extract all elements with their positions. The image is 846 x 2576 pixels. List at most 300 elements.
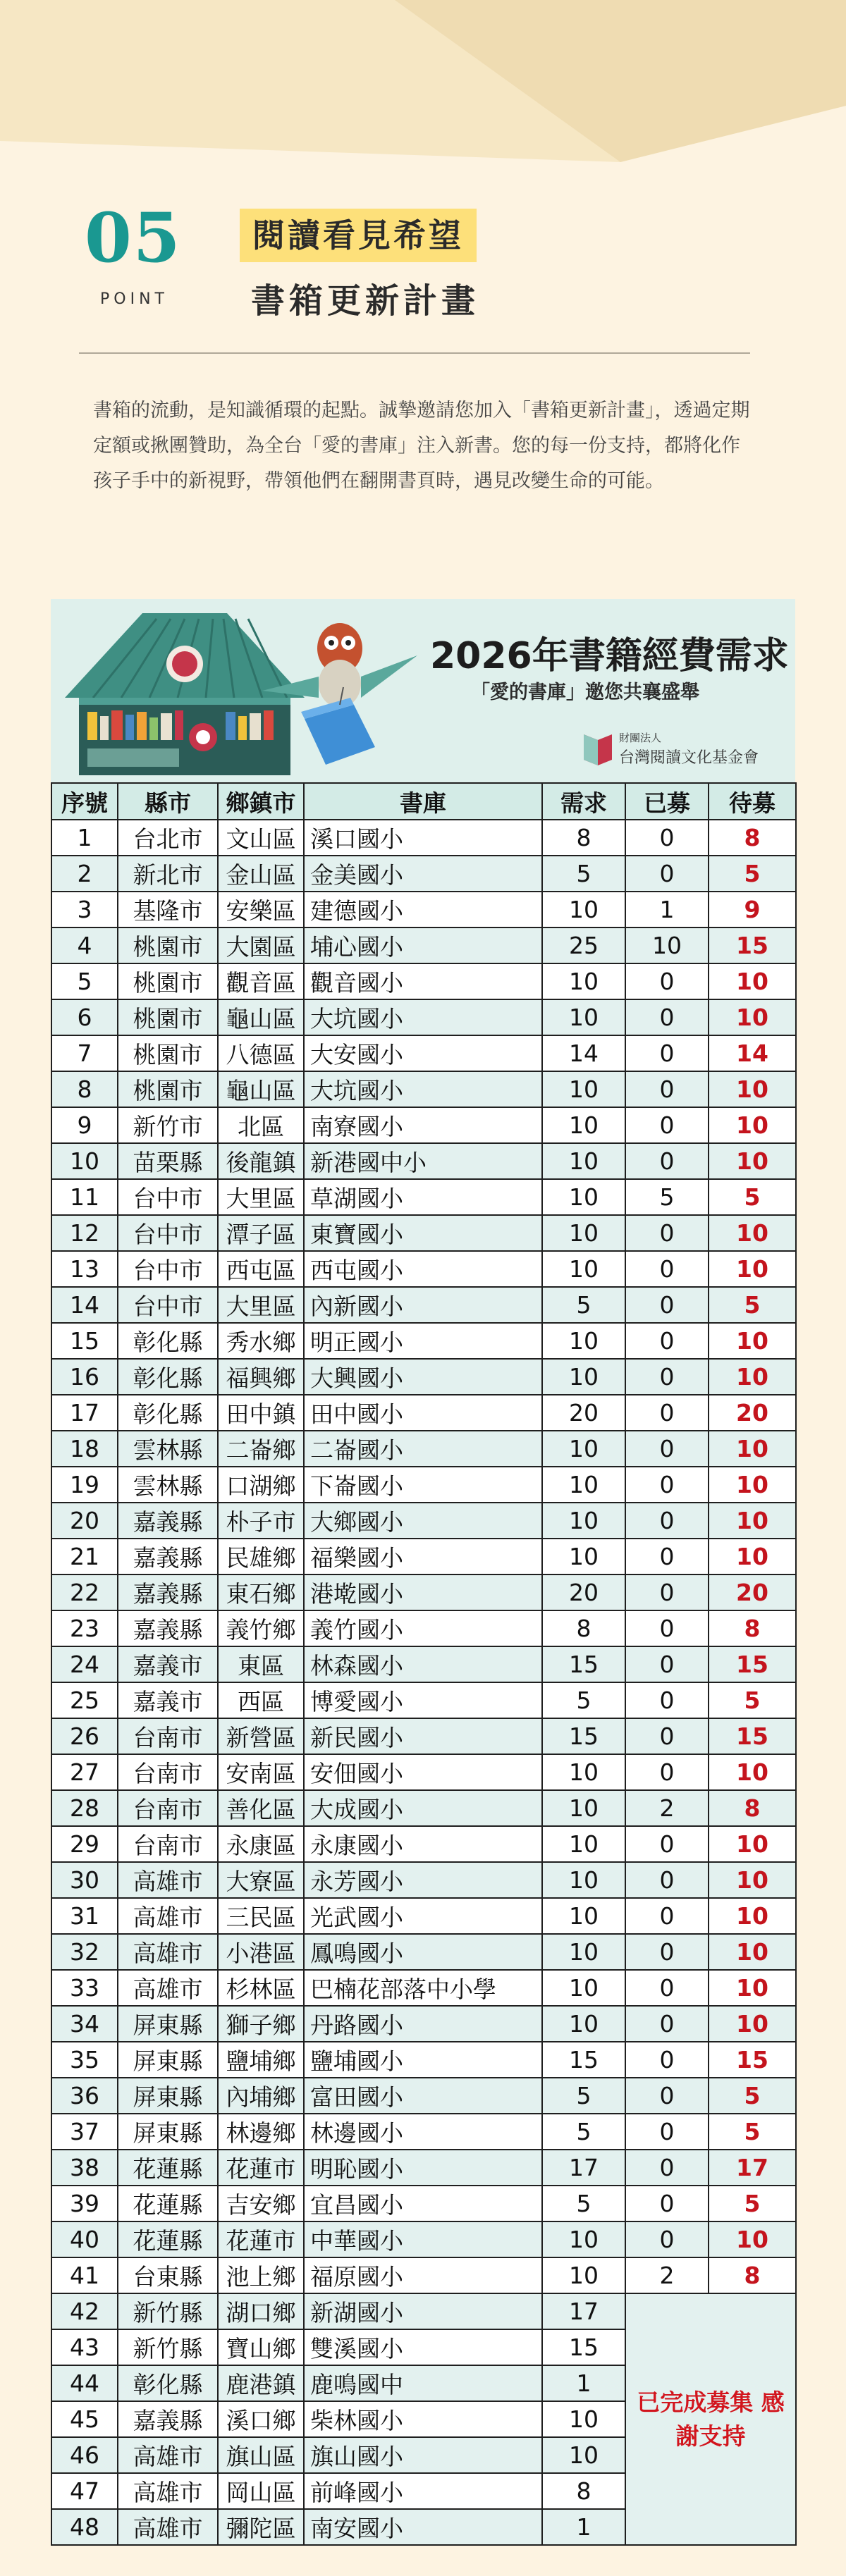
town-cell: 西區: [218, 1682, 304, 1718]
due-cell: 15: [709, 928, 796, 963]
raised-cell: 0: [625, 1826, 709, 1862]
library-cell: 雙溪國小: [304, 2329, 542, 2365]
due-cell: 10: [709, 1107, 796, 1143]
library-cell: 田中國小: [304, 1395, 542, 1431]
row-number: 47: [51, 2473, 118, 2509]
town-cell: 林邊鄉: [218, 2114, 304, 2150]
raised-cell: 5: [625, 1179, 709, 1215]
library-cell: 新湖國小: [304, 2293, 542, 2329]
table-row: [51, 2257, 796, 2293]
raised-cell: 0: [625, 2006, 709, 2042]
raised-cell: 2: [625, 1790, 709, 1826]
row-number: 28: [51, 1790, 118, 1826]
need-cell: 8: [542, 2473, 625, 2509]
county-cell: 彰化縣: [118, 1323, 218, 1359]
county-cell: 屏東縣: [118, 2006, 218, 2042]
header-county: 縣市: [118, 783, 218, 820]
town-cell: 龜山區: [218, 999, 304, 1035]
need-cell: 1: [542, 2365, 625, 2401]
table-row: [51, 1179, 796, 1215]
table-row: [51, 1035, 796, 1071]
table-row: [51, 1574, 796, 1610]
row-number: 26: [51, 1718, 118, 1754]
due-cell: 8: [709, 1610, 796, 1646]
table-row: [51, 1215, 796, 1251]
library-cell: 光武國小: [304, 1898, 542, 1934]
town-cell: 東石鄉: [218, 1574, 304, 1610]
due-cell: 9: [709, 892, 796, 928]
row-number: 6: [51, 999, 118, 1035]
table-row: [51, 1718, 796, 1754]
table-row: [51, 1071, 796, 1107]
library-cell: 下崙國小: [304, 1467, 542, 1503]
need-cell: 10: [542, 1143, 625, 1179]
library-cell: 大安國小: [304, 1035, 542, 1071]
county-cell: 嘉義縣: [118, 1574, 218, 1610]
town-cell: 永康區: [218, 1826, 304, 1862]
raised-cell: 0: [625, 1754, 709, 1790]
town-cell: 安南區: [218, 1754, 304, 1790]
raised-cell: 0: [625, 963, 709, 999]
county-cell: 桃園市: [118, 963, 218, 999]
library-cell: 草湖國小: [304, 1179, 542, 1215]
need-cell: 15: [542, 2329, 625, 2365]
raised-cell: 0: [625, 1898, 709, 1934]
county-cell: 高雄市: [118, 2437, 218, 2473]
county-cell: 台南市: [118, 1826, 218, 1862]
library-cell: 福原國小: [304, 2257, 542, 2293]
county-cell: 新竹市: [118, 1107, 218, 1143]
county-cell: 高雄市: [118, 2509, 218, 2545]
row-number: 35: [51, 2042, 118, 2078]
table-row: [51, 1431, 796, 1467]
need-cell: 10: [542, 1790, 625, 1826]
raised-cell: 10: [625, 928, 709, 963]
due-cell: 10: [709, 1898, 796, 1934]
due-cell: 10: [709, 1934, 796, 1970]
library-cell: 明恥國小: [304, 2150, 542, 2186]
due-cell: 10: [709, 2006, 796, 2042]
need-cell: 1: [542, 2509, 625, 2545]
table-row: [51, 820, 796, 856]
need-cell: 10: [542, 1323, 625, 1359]
town-cell: 大寮區: [218, 1862, 304, 1898]
due-cell: 8: [709, 1790, 796, 1826]
county-cell: 花蓮縣: [118, 2186, 218, 2221]
need-cell: 15: [542, 1646, 625, 1682]
row-number: 10: [51, 1143, 118, 1179]
due-cell: 5: [709, 2078, 796, 2114]
row-number: 42: [51, 2293, 118, 2329]
town-cell: 文山區: [218, 820, 304, 856]
table-row: [51, 1323, 796, 1359]
library-cell: 博愛國小: [304, 1682, 542, 1718]
county-cell: 台南市: [118, 1790, 218, 1826]
row-number: 29: [51, 1826, 118, 1862]
table-row: [51, 1143, 796, 1179]
header-need: 需求: [542, 783, 625, 820]
library-cell: 永芳國小: [304, 1862, 542, 1898]
library-cell: 港墘國小: [304, 1574, 542, 1610]
row-number: 32: [51, 1934, 118, 1970]
need-cell: 10: [542, 1215, 625, 1251]
page-title: 書箱更新計畫: [251, 281, 480, 321]
need-cell: 10: [542, 1251, 625, 1287]
table-row: [51, 1790, 796, 1826]
need-cell: 17: [542, 2150, 625, 2186]
library-cell: 前峰國小: [304, 2473, 542, 2509]
raised-cell: 0: [625, 1539, 709, 1574]
town-cell: 大里區: [218, 1287, 304, 1323]
due-cell: 10: [709, 1323, 796, 1359]
table-row: [51, 856, 796, 892]
town-cell: 內埔鄉: [218, 2078, 304, 2114]
due-cell: 15: [709, 1646, 796, 1682]
need-cell: 10: [542, 963, 625, 999]
raised-cell: 0: [625, 1718, 709, 1754]
library-cell: 旗山國小: [304, 2437, 542, 2473]
raised-cell: 0: [625, 1431, 709, 1467]
row-number: 19: [51, 1467, 118, 1503]
table-row: [51, 2186, 796, 2221]
town-cell: 池上鄉: [218, 2257, 304, 2293]
library-cell: 永康國小: [304, 1826, 542, 1862]
county-cell: 台中市: [118, 1179, 218, 1215]
library-cell: 大坑國小: [304, 999, 542, 1035]
town-cell: 善化區: [218, 1790, 304, 1826]
row-number: 5: [51, 963, 118, 999]
county-cell: 桃園市: [118, 1035, 218, 1071]
due-cell: 5: [709, 856, 796, 892]
raised-cell: 2: [625, 2257, 709, 2293]
due-cell: 17: [709, 2150, 796, 2186]
raised-cell: 0: [625, 1934, 709, 1970]
row-number: 9: [51, 1107, 118, 1143]
row-number: 27: [51, 1754, 118, 1790]
due-cell: 20: [709, 1574, 796, 1610]
town-cell: 小港區: [218, 1934, 304, 1970]
town-cell: 義竹鄉: [218, 1610, 304, 1646]
town-cell: 安樂區: [218, 892, 304, 928]
town-cell: 觀音區: [218, 963, 304, 999]
need-cell: 10: [542, 1359, 625, 1395]
due-cell: 8: [709, 820, 796, 856]
row-number: 22: [51, 1574, 118, 1610]
need-cell: 10: [542, 2401, 625, 2437]
town-cell: 彌陀區: [218, 2509, 304, 2545]
town-cell: 後龍鎮: [218, 1143, 304, 1179]
town-cell: 花蓮市: [218, 2221, 304, 2257]
table-row: [51, 2006, 796, 2042]
table-row: [51, 1251, 796, 1287]
table-row: [51, 1395, 796, 1431]
due-cell: 10: [709, 1503, 796, 1539]
county-cell: 屏東縣: [118, 2114, 218, 2150]
intro-paragraph: 書箱的流動，是知識循環的起點。誠摯邀請您加入「書箱更新計畫」，透過定期定額或揪團贊助，為全台「愛的書庫」注入新書。您的每一份支持，都將化作孩子手中的新視野，帶領他們在翻開書頁時，遇見改變生命的可能。: [93, 400, 750, 492]
table-row: [51, 1359, 796, 1395]
library-cell: 金美國小: [304, 856, 542, 892]
town-cell: 三民區: [218, 1898, 304, 1934]
county-cell: 嘉義市: [118, 1646, 218, 1682]
county-cell: 嘉義縣: [118, 1610, 218, 1646]
due-cell: 10: [709, 999, 796, 1035]
need-cell: 15: [542, 1718, 625, 1754]
town-cell: 口湖鄉: [218, 1467, 304, 1503]
need-cell: 10: [542, 1934, 625, 1970]
raised-cell: 0: [625, 1682, 709, 1718]
banner-title: 2026年書籍經費需求: [430, 635, 789, 677]
point-number: 05: [85, 198, 182, 278]
header-background: [0, 0, 846, 183]
table-row: [51, 1682, 796, 1718]
raised-cell: 0: [625, 2042, 709, 2078]
raised-cell: 0: [625, 1574, 709, 1610]
county-cell: 嘉義縣: [118, 1503, 218, 1539]
due-cell: 10: [709, 1826, 796, 1862]
library-cell: 鳳鳴國小: [304, 1934, 542, 1970]
library-cell: 宜昌國小: [304, 2186, 542, 2221]
row-number: 18: [51, 1431, 118, 1467]
town-cell: 杉林區: [218, 1970, 304, 2006]
due-cell: 20: [709, 1395, 796, 1431]
library-cell: 林邊國小: [304, 2114, 542, 2150]
county-cell: 台中市: [118, 1215, 218, 1251]
need-cell: 10: [542, 1539, 625, 1574]
row-number: 2: [51, 856, 118, 892]
town-cell: 金山區: [218, 856, 304, 892]
foundation-name: 台灣閱讀文化基金會: [619, 749, 759, 767]
raised-cell: 0: [625, 999, 709, 1035]
table-row: [51, 1970, 796, 2006]
town-cell: 寶山鄉: [218, 2329, 304, 2365]
table-row: [51, 2042, 796, 2078]
raised-cell: 0: [625, 1970, 709, 2006]
county-cell: 基隆市: [118, 892, 218, 928]
row-number: 17: [51, 1395, 118, 1431]
raised-cell: 0: [625, 1359, 709, 1395]
county-cell: 雲林縣: [118, 1467, 218, 1503]
row-number: 3: [51, 892, 118, 928]
raised-cell: 0: [625, 1323, 709, 1359]
county-cell: 高雄市: [118, 2473, 218, 2509]
library-cell: 大成國小: [304, 1790, 542, 1826]
table-row: [51, 1503, 796, 1539]
town-cell: 西屯區: [218, 1251, 304, 1287]
raised-cell: 0: [625, 820, 709, 856]
county-cell: 彰化縣: [118, 2365, 218, 2401]
point-label: POINT: [100, 290, 168, 308]
county-cell: 新北市: [118, 856, 218, 892]
county-cell: 彰化縣: [118, 1359, 218, 1395]
raised-cell: 0: [625, 1467, 709, 1503]
raised-cell: 0: [625, 1862, 709, 1898]
row-number: 12: [51, 1215, 118, 1251]
need-cell: 8: [542, 820, 625, 856]
county-cell: 嘉義縣: [118, 1539, 218, 1574]
row-number: 4: [51, 928, 118, 963]
town-cell: 獅子鄉: [218, 2006, 304, 2042]
raised-cell: 0: [625, 2078, 709, 2114]
due-cell: 8: [709, 2257, 796, 2293]
library-cell: 南安國小: [304, 2509, 542, 2545]
town-cell: 鹽埔鄉: [218, 2042, 304, 2078]
library-cell: 大坑國小: [304, 1071, 542, 1107]
library-cell: 埔心國小: [304, 928, 542, 963]
due-cell: 14: [709, 1035, 796, 1071]
raised-cell: 0: [625, 1035, 709, 1071]
due-cell: 15: [709, 2042, 796, 2078]
town-cell: 湖口鄉: [218, 2293, 304, 2329]
library-cell: 建德國小: [304, 892, 542, 928]
row-number: 30: [51, 1862, 118, 1898]
row-number: 31: [51, 1898, 118, 1934]
need-cell: 10: [542, 1898, 625, 1934]
town-cell: 鹿港鎮: [218, 2365, 304, 2401]
county-cell: 苗栗縣: [118, 1143, 218, 1179]
town-cell: 岡山區: [218, 2473, 304, 2509]
library-cell: 安佃國小: [304, 1754, 542, 1790]
table-row: [51, 963, 796, 999]
table-row: [51, 2114, 796, 2150]
raised-cell: 0: [625, 1107, 709, 1143]
row-number: 24: [51, 1646, 118, 1682]
due-cell: 5: [709, 1682, 796, 1718]
highlight-title: 閱讀看見希望: [240, 209, 477, 262]
county-cell: 台中市: [118, 1287, 218, 1323]
library-cell: 鹽埔國小: [304, 2042, 542, 2078]
county-cell: 台南市: [118, 1754, 218, 1790]
header-no: 序號: [51, 783, 118, 820]
library-cell: 大興國小: [304, 1359, 542, 1395]
header-due: 待募: [709, 783, 796, 820]
table-row-completed: [51, 2293, 796, 2329]
row-number: 20: [51, 1503, 118, 1539]
library-cell: 中華國小: [304, 2221, 542, 2257]
need-cell: 10: [542, 2257, 625, 2293]
need-cell: 5: [542, 856, 625, 892]
need-cell: 10: [542, 1970, 625, 2006]
library-cell: 二崙國小: [304, 1431, 542, 1467]
county-cell: 新竹縣: [118, 2329, 218, 2365]
county-cell: 台中市: [118, 1251, 218, 1287]
completed-note: 已完成募集 感謝支持: [625, 2293, 796, 2545]
row-number: 15: [51, 1323, 118, 1359]
county-cell: 台北市: [118, 820, 218, 856]
need-cell: 15: [542, 2042, 625, 2078]
county-cell: 屏東縣: [118, 2042, 218, 2078]
due-cell: 10: [709, 1467, 796, 1503]
row-number: 25: [51, 1682, 118, 1718]
due-cell: 5: [709, 2114, 796, 2150]
row-number: 37: [51, 2114, 118, 2150]
table-row: [51, 1754, 796, 1790]
banner-subtitle: 「愛的書庫」邀您共襄盛舉: [471, 682, 699, 703]
row-number: 38: [51, 2150, 118, 2186]
raised-cell: 0: [625, 1503, 709, 1539]
town-cell: 民雄鄉: [218, 1539, 304, 1574]
town-cell: 大園區: [218, 928, 304, 963]
county-cell: 桃園市: [118, 999, 218, 1035]
raised-cell: 1: [625, 892, 709, 928]
need-cell: 10: [542, 2006, 625, 2042]
row-number: 43: [51, 2329, 118, 2365]
due-cell: 10: [709, 2221, 796, 2257]
due-cell: 10: [709, 1970, 796, 2006]
table-row: [51, 1539, 796, 1574]
raised-cell: 0: [625, 1395, 709, 1431]
row-number: 33: [51, 1970, 118, 2006]
table-row: [51, 1826, 796, 1862]
row-number: 8: [51, 1071, 118, 1107]
row-number: 23: [51, 1610, 118, 1646]
due-cell: 10: [709, 1071, 796, 1107]
row-number: 16: [51, 1359, 118, 1395]
due-cell: 10: [709, 1359, 796, 1395]
row-number: 45: [51, 2401, 118, 2437]
table-row: [51, 2078, 796, 2114]
town-cell: 花蓮市: [218, 2150, 304, 2186]
county-cell: 高雄市: [118, 1970, 218, 2006]
need-cell: 10: [542, 999, 625, 1035]
need-cell: 5: [542, 1287, 625, 1323]
library-cell: 巴楠花部落中小學: [304, 1970, 542, 2006]
county-cell: 新竹縣: [118, 2293, 218, 2329]
need-cell: 10: [542, 1467, 625, 1503]
town-cell: 北區: [218, 1107, 304, 1143]
town-cell: 旗山區: [218, 2437, 304, 2473]
library-cell: 丹路國小: [304, 2006, 542, 2042]
county-cell: 彰化縣: [118, 1395, 218, 1431]
county-cell: 屏東縣: [118, 2078, 218, 2114]
need-cell: 10: [542, 2221, 625, 2257]
need-cell: 10: [542, 1826, 625, 1862]
need-cell: 10: [542, 1179, 625, 1215]
due-cell: 10: [709, 963, 796, 999]
need-cell: 17: [542, 2293, 625, 2329]
library-cell: 觀音國小: [304, 963, 542, 999]
divider: [79, 352, 750, 354]
table-row: [51, 1467, 796, 1503]
town-cell: 溪口鄉: [218, 2401, 304, 2437]
table-row: [51, 1934, 796, 1970]
row-number: 41: [51, 2257, 118, 2293]
town-cell: 朴子市: [218, 1503, 304, 1539]
row-number: 40: [51, 2221, 118, 2257]
row-number: 7: [51, 1035, 118, 1071]
county-cell: 花蓮縣: [118, 2150, 218, 2186]
need-cell: 10: [542, 1503, 625, 1539]
header-town: 鄉鎮市: [218, 783, 304, 820]
need-cell: 10: [542, 1107, 625, 1143]
due-cell: 5: [709, 1287, 796, 1323]
library-cell: 西屯國小: [304, 1251, 542, 1287]
need-cell: 5: [542, 1682, 625, 1718]
town-cell: 吉安鄉: [218, 2186, 304, 2221]
library-cell: 溪口國小: [304, 820, 542, 856]
raised-cell: 0: [625, 2221, 709, 2257]
due-cell: 10: [709, 1143, 796, 1179]
raised-cell: 0: [625, 1071, 709, 1107]
need-cell: 10: [542, 1431, 625, 1467]
town-cell: 龜山區: [218, 1071, 304, 1107]
due-cell: 5: [709, 2186, 796, 2221]
budget-table: [51, 782, 797, 2546]
need-cell: 10: [542, 1754, 625, 1790]
county-cell: 高雄市: [118, 1898, 218, 1934]
library-cell: 東寶國小: [304, 1215, 542, 1251]
library-cell: 柴林國小: [304, 2401, 542, 2437]
county-cell: 嘉義縣: [118, 2401, 218, 2437]
